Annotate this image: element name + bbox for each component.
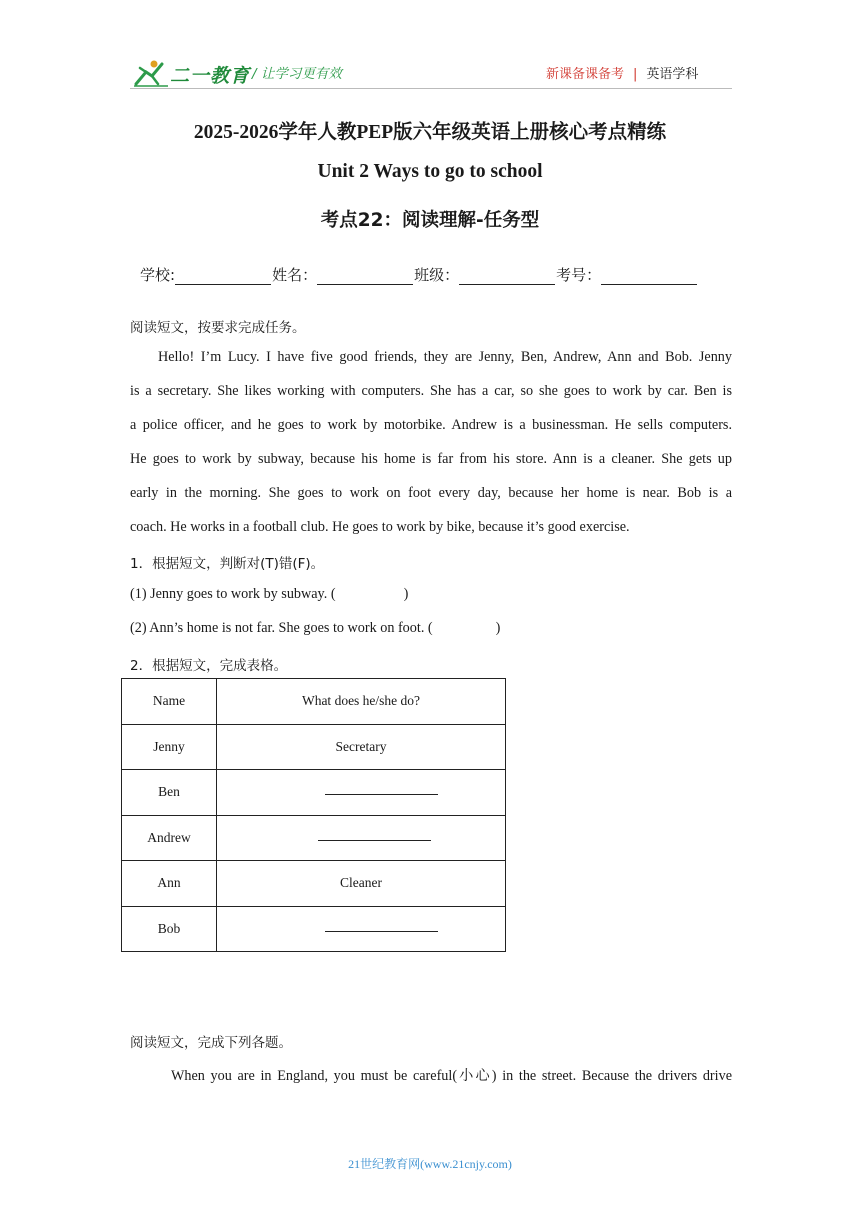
school-blank[interactable] — [175, 269, 271, 285]
class-label: 班级： — [414, 266, 460, 284]
row-name: Jenny — [122, 724, 217, 770]
class-blank[interactable] — [459, 269, 555, 285]
question-1-item-1 — [130, 586, 408, 603]
runner-logo-icon — [132, 58, 172, 88]
table-row — [122, 861, 506, 907]
passage1-line: coach. He works in a football club. He goes to work by bike, because it’s good exercise. — [130, 519, 630, 535]
title-topic: 考点22：阅读理解-任务型 — [320, 210, 540, 231]
number-blank[interactable] — [601, 269, 697, 285]
table-row — [122, 770, 506, 816]
passage1-line: early in the morning. She goes to work on foot every day, because her home is near. Bob is a — [130, 485, 732, 501]
answer-line[interactable] — [318, 827, 431, 841]
table-row — [122, 815, 506, 861]
header-separator: | — [633, 67, 638, 82]
table-row — [122, 724, 506, 770]
passage1-line: a police officer, and he goes to work by motorbike. Andrew is a businessman. He sells computers. — [130, 417, 732, 433]
passage1-line: Hello! I’m Lucy. I have five good friends, they are Jenny, Ben, Andrew, Ann and Bob. Jenny — [158, 349, 732, 365]
answer-line[interactable] — [325, 781, 438, 795]
student-info — [140, 264, 698, 285]
paren-close: ) — [495, 620, 501, 636]
title-unit: Unit 2 Ways to go to school — [317, 161, 543, 182]
row-job-blank[interactable] — [217, 770, 506, 816]
header-tagline: 新课备课备考 — [546, 67, 625, 82]
question-1-heading: 1．根据短文，判断对(T)错(F)。 — [130, 556, 325, 572]
number-label: 考号： — [556, 266, 602, 284]
question-2-heading: 2．根据短文，完成表格。 — [130, 658, 288, 674]
passage2-instruction: 阅读短文，完成下列各题。 — [130, 1035, 292, 1051]
passage2-line: When you are in England, you must be careful(小心) in the street. Because the drivers drive — [171, 1068, 732, 1084]
logo-text: 二一教育 — [170, 65, 251, 87]
header-name: Name — [122, 679, 217, 725]
row-name: Bob — [122, 906, 217, 952]
school-label: 学校: — [140, 266, 176, 284]
row-job-blank[interactable] — [217, 815, 506, 861]
name-label: 姓名： — [272, 266, 318, 284]
title-main: 2025-2026学年人教PEP版六年级英语上册核心考点精练 — [193, 122, 667, 143]
footer: 21世纪教育网(www.21cnjy.com) — [348, 1157, 512, 1171]
header-subject: 英语学科 — [646, 67, 699, 82]
job-table — [121, 678, 506, 952]
table-header-row — [122, 679, 506, 725]
question-1-item-2-text: (2) Ann’s home is not far. She goes to work on foot. ( — [130, 620, 433, 636]
passage1-instruction: 阅读短文，按要求完成任务。 — [130, 320, 306, 336]
passage1-line: He goes to work by subway, because his home is far from his store. Ann is a cleaner. She gets up — [130, 451, 732, 467]
question-1-item-2 — [130, 620, 500, 637]
passage1-line: is a secretary. She likes working with computers. She has a car, so she goes to work by car. Ben is — [130, 383, 732, 399]
question-1-item-1-text: (1) Jenny goes to work by subway. ( — [130, 586, 336, 602]
name-blank[interactable] — [317, 269, 413, 285]
answer-line[interactable] — [325, 918, 438, 932]
slogan: / 让学习更有效 — [252, 66, 342, 82]
paren-close: ) — [403, 586, 409, 602]
row-name: Ben — [122, 770, 217, 816]
header-job: What does he/she do? — [217, 679, 506, 725]
row-job: Cleaner — [217, 861, 506, 907]
row-job-blank[interactable] — [217, 906, 506, 952]
row-name: Andrew — [122, 815, 217, 861]
row-job: Secretary — [217, 724, 506, 770]
header-right — [546, 63, 698, 82]
header-divider — [130, 88, 732, 89]
table-row — [122, 906, 506, 952]
row-name: Ann — [122, 861, 217, 907]
